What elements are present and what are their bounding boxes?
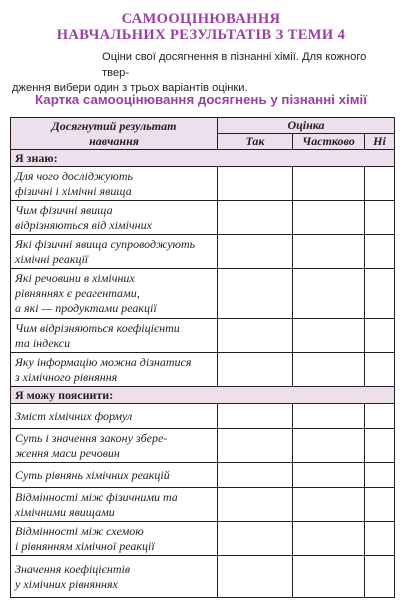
statement-cell: Суть рівнянь хімічних реакцій <box>11 463 218 488</box>
answer-yes-cell[interactable] <box>218 522 293 556</box>
answer-partly-cell[interactable] <box>293 556 365 598</box>
answer-no-cell[interactable] <box>365 429 395 463</box>
answer-yes-cell[interactable] <box>218 488 293 522</box>
statement-cell: Суть і значення закону збере- ження маси речовин <box>11 429 218 463</box>
answer-yes-cell[interactable] <box>218 353 293 387</box>
answer-no-cell[interactable] <box>365 353 395 387</box>
statement-cell: Значення коефіцієнтів у хімічних рівняннях <box>11 556 218 598</box>
answer-no-cell[interactable] <box>365 201 395 235</box>
intro-line-2: дження вибери один з трьох варіантів оцінки. <box>12 82 248 94</box>
answer-yes-cell[interactable] <box>218 404 293 429</box>
statement-cell: Відмінності між фізичними та хімічними явищами <box>11 488 218 522</box>
section-title-explain: Я можу пояснити: <box>11 387 395 404</box>
answer-yes-cell[interactable] <box>218 201 293 235</box>
section-title-know: Я знаю: <box>11 150 395 167</box>
answer-no-cell[interactable] <box>365 522 395 556</box>
answer-partly-cell[interactable] <box>293 319 365 353</box>
answer-no-cell[interactable] <box>365 488 395 522</box>
answer-no-cell[interactable] <box>365 319 395 353</box>
answer-yes-cell[interactable] <box>218 269 293 319</box>
option-yes-header: Так <box>218 134 293 150</box>
answer-partly-cell[interactable] <box>293 353 365 387</box>
intro-paragraph <box>12 50 394 97</box>
option-no-header: Ні <box>365 134 395 150</box>
answer-partly-cell[interactable] <box>293 235 365 269</box>
answer-partly-cell[interactable] <box>293 522 365 556</box>
answer-no-cell[interactable] <box>365 404 395 429</box>
answer-yes-cell[interactable] <box>218 319 293 353</box>
statement-cell: Чим відрізняються коефіцієнти та індекси <box>11 319 218 353</box>
answer-yes-cell[interactable] <box>218 429 293 463</box>
statement-cell: Для чого досліджують фізичні і хімічні явища <box>11 167 218 201</box>
intro-line-1: Оціни свої досягнення в пізнанні хімії. Для кожного твер- <box>102 51 367 79</box>
answer-yes-cell[interactable] <box>218 463 293 488</box>
answer-no-cell[interactable] <box>365 463 395 488</box>
page-heading-line2: НАВЧАЛЬНИХ РЕЗУЛЬТАТІВ З ТЕМИ 4 <box>56 27 346 43</box>
answer-partly-cell[interactable] <box>293 488 365 522</box>
answer-yes-cell[interactable] <box>218 167 293 201</box>
statement-cell: Які речовини в хімічних рівняннях є реагентами, а які — продуктами реакції <box>11 269 218 319</box>
result-column-header: Досягнутий результат навчання <box>11 118 218 150</box>
answer-yes-cell[interactable] <box>218 556 293 598</box>
answer-partly-cell[interactable] <box>293 201 365 235</box>
answer-no-cell[interactable] <box>365 167 395 201</box>
answer-no-cell[interactable] <box>365 269 395 319</box>
answer-yes-cell[interactable] <box>218 235 293 269</box>
option-partly-header: Частково <box>293 134 365 150</box>
page-heading-line1: САМООЦІНЮВАННЯ <box>121 11 281 27</box>
statement-cell: Зміст хімічних формул <box>11 404 218 429</box>
answer-partly-cell[interactable] <box>293 167 365 201</box>
statement-cell: Яку інформацію можна дізнатися з хімічного рівняння <box>11 353 218 387</box>
statement-cell: Відмінності між схемою і рівнянням хімічної реакції <box>11 522 218 556</box>
answer-partly-cell[interactable] <box>293 404 365 429</box>
statement-cell: Чим фізичні явища відрізняються від хімічних <box>11 201 218 235</box>
card-title: Картка самооцінювання досягнень у пізнанні хімії <box>35 92 367 107</box>
self-assessment-table <box>10 117 395 598</box>
answer-partly-cell[interactable] <box>293 429 365 463</box>
statement-cell: Які фізичні явища супроводжують хімічні реакції <box>11 235 218 269</box>
answer-partly-cell[interactable] <box>293 463 365 488</box>
answer-no-cell[interactable] <box>365 556 395 598</box>
answer-no-cell[interactable] <box>365 235 395 269</box>
answer-partly-cell[interactable] <box>293 269 365 319</box>
rating-column-header: Оцінка <box>218 118 395 134</box>
